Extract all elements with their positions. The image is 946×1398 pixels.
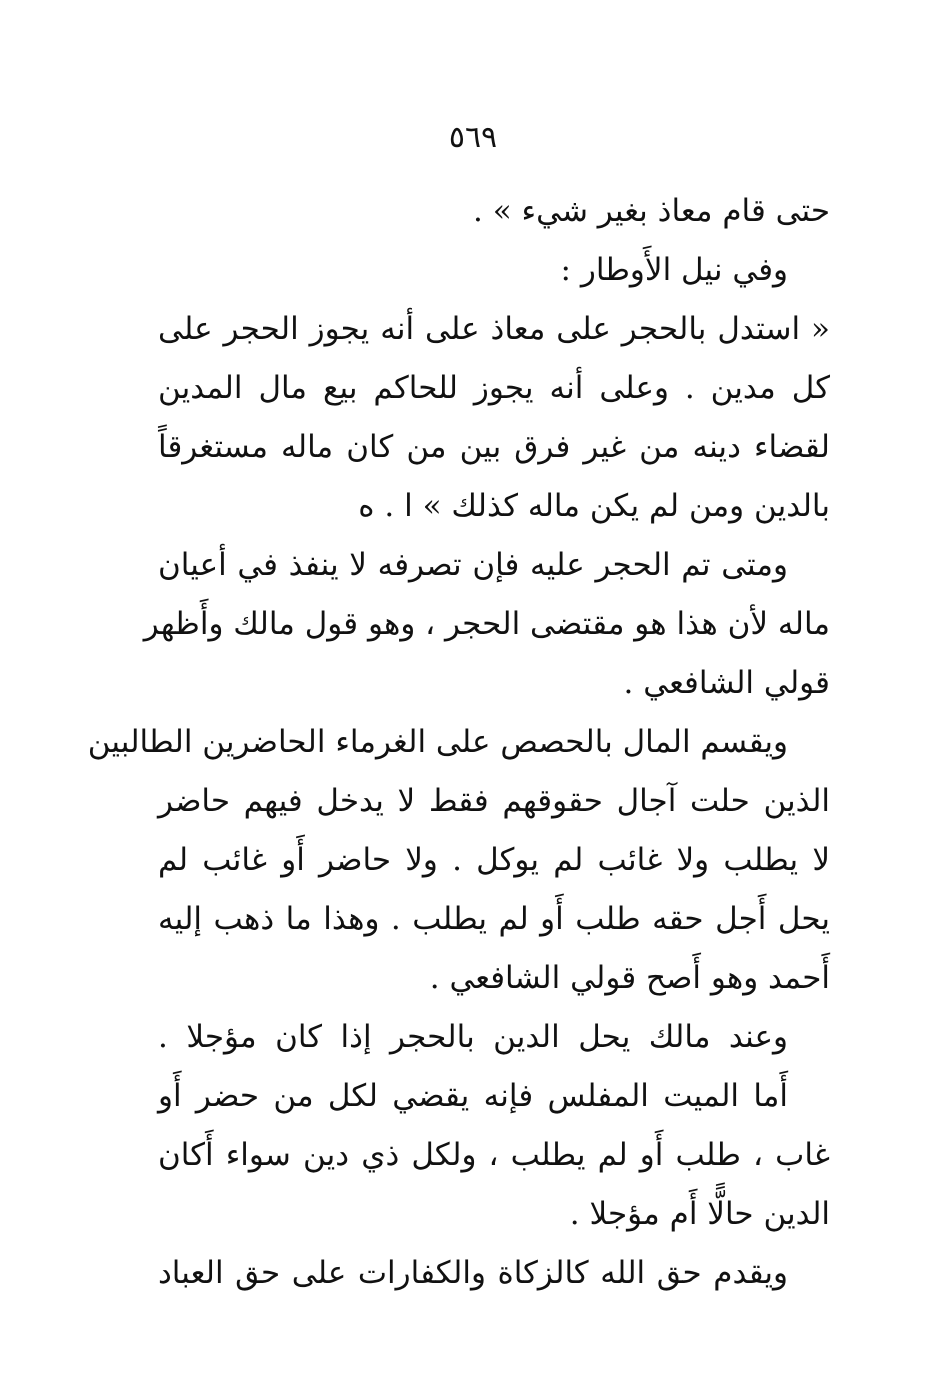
text-line: ومتى تم الحجر عليه فإن تصرفه لا ينفذ في أعيان bbox=[158, 547, 788, 583]
text-line: الذين حلت آجال حقوقهم فقط لا يدخل فيهم حاضر bbox=[158, 783, 830, 819]
page-number: ٥٦٩ bbox=[448, 120, 498, 155]
text-line: ماله لأن هذا هو مقتضى الحجر ، وهو قول مالك وأَظهر bbox=[143, 606, 830, 642]
text-line: كل مدين . وعلى أنه يجوز للحاكم بيع مال المدين bbox=[158, 370, 830, 406]
text-line: « استدل بالحجر على معاذ على أنه يجوز الحجر على bbox=[158, 311, 830, 347]
body-text bbox=[87, 182, 830, 1303]
text-line: غاب ، طلب أَو لم يطلب ، ولكل ذي دين سواء أَكان bbox=[158, 1137, 830, 1173]
text-line: لقضاء دينه من غير فرق بين من كان ماله مستغرقاً bbox=[158, 429, 830, 465]
text-line: ويقدم حق الله كالزكاة والكفارات على حق العباد bbox=[158, 1255, 788, 1291]
text-line: أَحمد وهو أَصح قولي الشافعي . bbox=[429, 960, 830, 996]
text-line: قولي الشافعي . bbox=[623, 665, 830, 701]
text-line: الدين حالًّا أَم مؤجلا . bbox=[569, 1196, 830, 1232]
text-line: حتى قام معاذ بغير شيء » . bbox=[473, 193, 830, 229]
text-line: وعند مالك يحل الدين بالحجر إذا كان مؤجلا . bbox=[158, 1019, 788, 1055]
text-line: بالدين ومن لم يكن ماله كذلك » ا . ه bbox=[358, 488, 830, 524]
text-line: لا يطلب ولا غائب لم يوكل . ولا حاضر أَو غائب لم bbox=[158, 842, 830, 878]
text-line: أَما الميت المفلس فإنه يقضي لكل من حضر أَو bbox=[158, 1078, 788, 1114]
text-line: يحل أَجل حقه طلب أَو لم يطلب . وهذا ما ذهب إليه bbox=[158, 901, 830, 937]
text-line: وفي نيل الأَوطار : bbox=[560, 252, 788, 288]
text-line: ويقسم المال بالحصص على الغرماء الحاضرين الطالبين bbox=[87, 724, 788, 760]
